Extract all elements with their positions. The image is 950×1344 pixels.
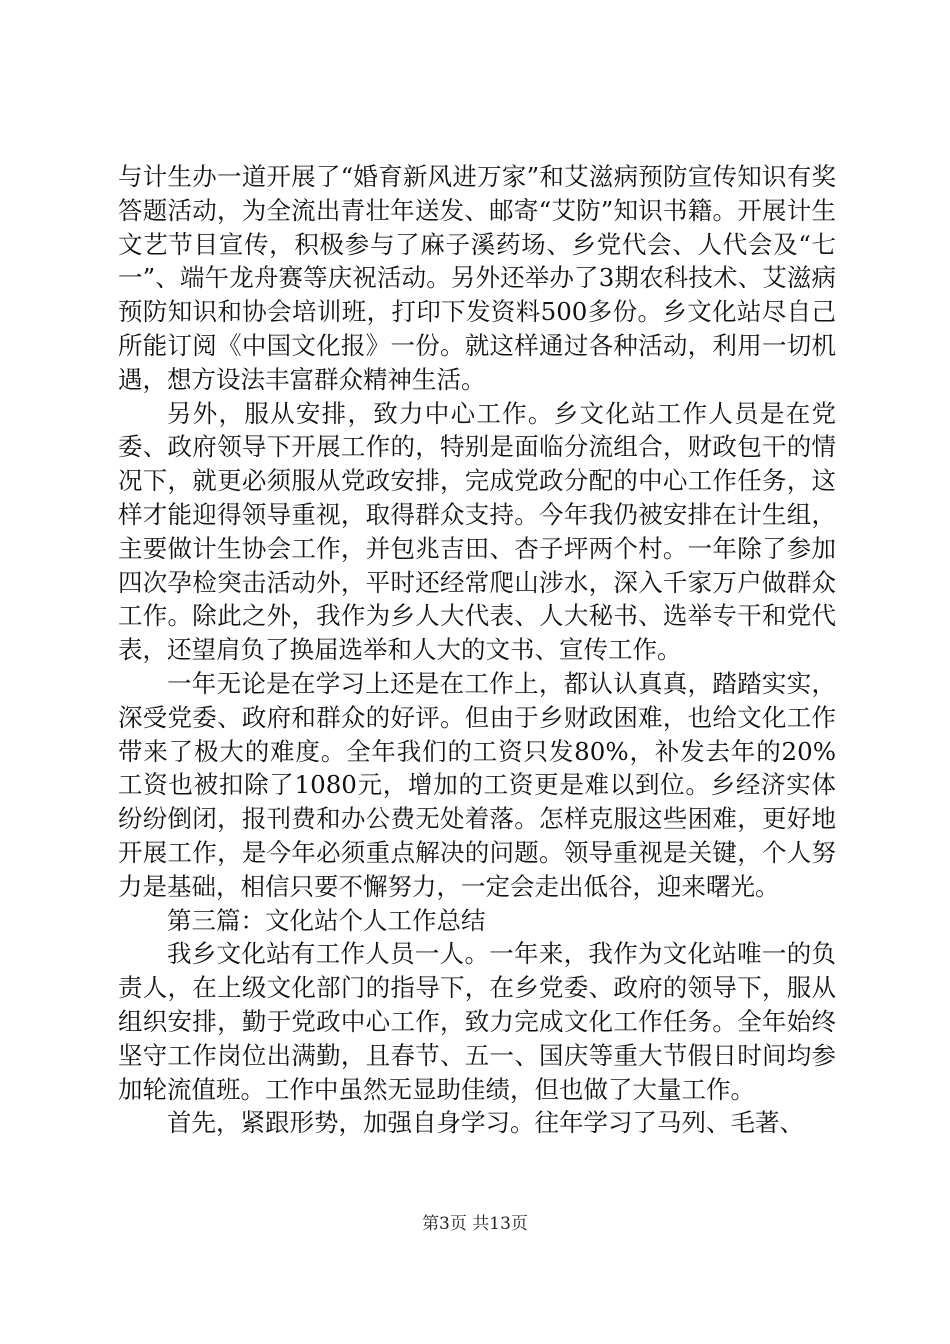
section-heading: 第三篇：文化站个人工作总结 [167, 905, 486, 935]
paragraph-1: 与计生办一道开展了“婚育新风进万家”和艾滋病预防宣传知识有奖答题活动，为全流出青壮年送发、邮寄“艾防”知识书籍。开展计生文艺节目宣传，积极参与了麻子溪药场、乡党代会、人代会及“七一”、端午龙舟赛等庆祝活动。另外还举办了3期农科技术、艾滋病预防知识和协会培训班，打印下发资料500多份。乡文化站尽自己所能订阅《中国文化报》一份。就这样通过各种活动，利用一切机遇，想方设法丰富群众精神生活。 [118, 162, 836, 394]
page-number: 第3页 共13页 [422, 1214, 528, 1234]
paragraph-3: 一年无论是在学习上还是在工作上，都认认真真，踏踏实实，深受党委、政府和群众的好评。但由于乡财政困难，也给文化工作带来了极大的难度。全年我们的工资只发80%，补发去年的20%工资也被扣除了1080元，增加的工资更是难以到位。乡经济实体纷纷倒闭，报刊费和办公费无处着落。怎样克服这些困难，更好地开展工作，是今年必须重点解决的问题。领导重视是关键，个人努力是基础，相信只要不懈努力，一定会走出低谷，迎来曙光。 [118, 668, 836, 901]
paragraph-2: 另外，服从安排，致力中心工作。乡文化站工作人员是在党委、政府领导下开展工作的，特别是面临分流组合，财政包干的情况下，就更必须服从党政安排，完成党政分配的中心工作任务，这样才能迎得领导重视，取得群众支持。今年我仍被安排在计生组，主要做计生协会工作，并包兆吉田、杏子坪两个村。一年除了参加四次孕检突击活动外，平时还经常爬山涉水，深入千家万户做群众工作。除此之外，我作为乡人大代表、人大秘书、选举专干和党代表，还望肩负了换届选举和人大的文书、宣传工作。 [118, 398, 836, 665]
document-body [118, 160, 836, 1140]
paragraph-5: 首先，紧跟形势，加强自身学习。往年学习了马列、毛著、 [167, 1108, 804, 1138]
paragraph-4: 我乡文化站有工作人员一人。一年来，我作为文化站唯一的负责人，在上级文化部门的指导下，在乡党委、政府的领导下，服从组织安排，勤于党政中心工作，致力完成文化工作任务。全年始终坚守工作岗位出满勤，且春节、五一、国庆等重大节假日时间均参加轮流值班。工作中虽然无显助佳绩，但也做了大量工作。 [118, 939, 836, 1104]
